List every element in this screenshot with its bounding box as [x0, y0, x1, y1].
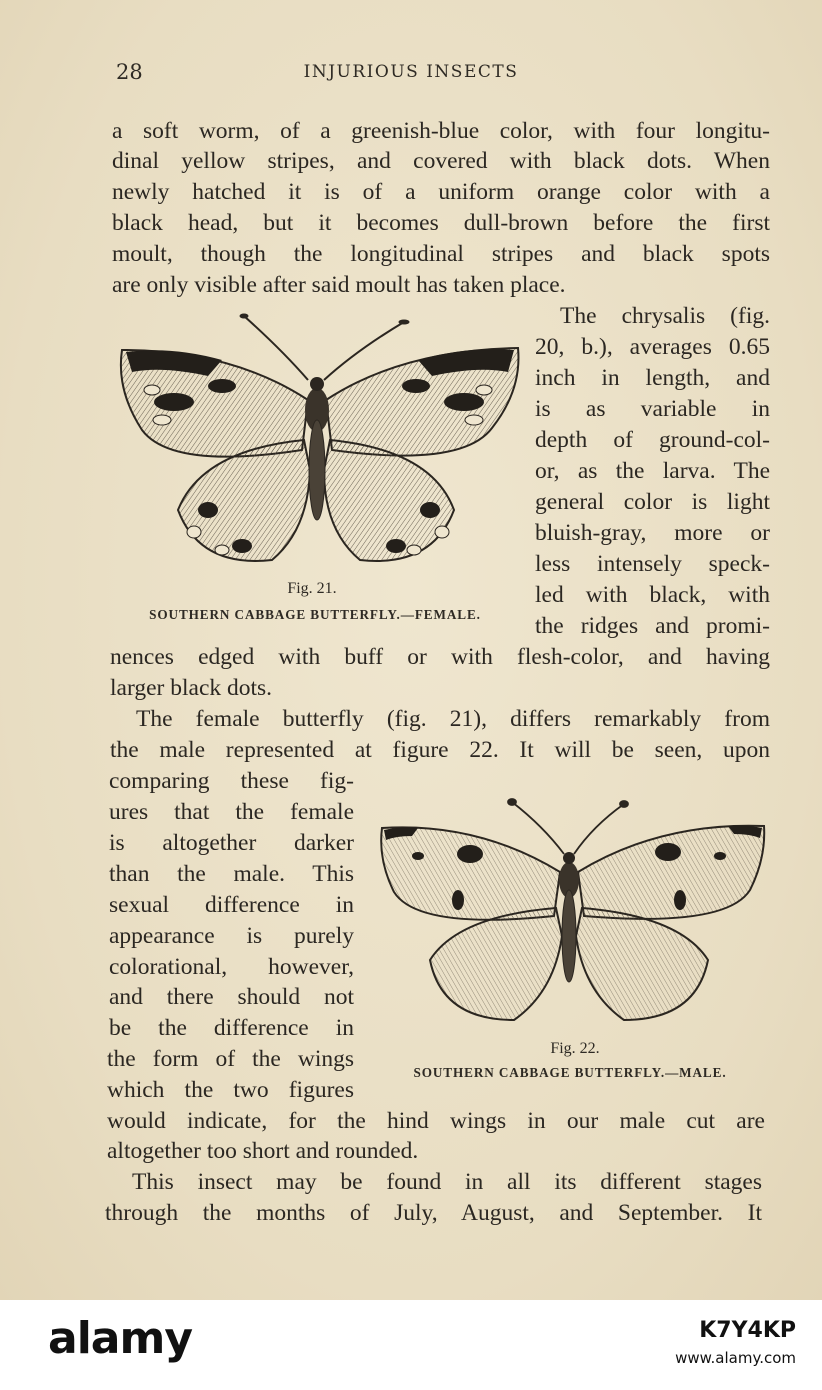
running-title: INJURIOUS INSECTS	[303, 62, 519, 82]
text-line: comparing these fig-	[109, 768, 354, 794]
text-line: inch in length, and	[535, 365, 770, 391]
text-line: through the months of July, August, and September. It	[105, 1200, 762, 1226]
image-code: K7Y4KP	[699, 1318, 796, 1343]
text-line: The female butterfly (fig. 21), differs remarkably from	[136, 706, 770, 732]
text-line: depth of ground-col-	[535, 427, 770, 453]
text-line: The chrysalis (fig.	[560, 303, 770, 329]
figure-21-female-butterfly-illustration	[112, 310, 524, 578]
text-line: general color is light	[535, 489, 770, 515]
text-line: moult, though the longitudinal stripes and black spots	[112, 241, 770, 267]
page-number: 28	[116, 60, 143, 84]
alamy-logo: alamy	[48, 1313, 192, 1364]
text-line: bluish-gray, more or	[535, 520, 770, 546]
figure-22-male-butterfly-illustration	[378, 796, 768, 1032]
text-line: than the male. This	[109, 861, 354, 887]
figure-21-number: Fig. 21.	[287, 580, 337, 597]
text-line: a soft worm, of a greenish-blue color, with four longitu-	[112, 118, 770, 144]
text-line: larger black dots.	[110, 675, 273, 701]
text-line: 20, b.), averages 0.65	[535, 334, 770, 360]
text-line: newly hatched it is of a uniform orange color with a	[112, 179, 770, 205]
text-line: the form of the wings	[107, 1046, 354, 1072]
text-line: nences edged with buff or with flesh-color, and having	[110, 644, 770, 670]
figure-22-number: Fig. 22.	[550, 1040, 600, 1057]
text-line: less intensely speck-	[535, 551, 770, 577]
text-line: colorational, however,	[109, 954, 354, 980]
text-line: black head, but it becomes dull-brown before the first	[112, 210, 770, 236]
figure-21-caption: SOUTHERN CABBAGE BUTTERFLY.—FEMALE.	[149, 607, 481, 622]
text-line: appearance is purely	[109, 923, 354, 949]
watermark-url: www.alamy.com	[675, 1349, 796, 1367]
text-line: would indicate, for the hind wings in our male cut are	[107, 1108, 765, 1134]
text-line: the male represented at figure 22. It will be seen, upon	[110, 737, 770, 763]
text-line: This insect may be found in all its different stages	[132, 1169, 762, 1195]
text-line: be the difference in	[109, 1015, 354, 1041]
text-line: are only visible after said moult has taken place.	[112, 272, 566, 298]
text-line: and there should not	[109, 984, 354, 1010]
text-line: is as variable in	[535, 396, 770, 422]
text-line: is altogether darker	[109, 830, 354, 856]
running-header	[0, 58, 822, 88]
text-line: the ridges and promi-	[535, 613, 770, 639]
text-line: which the two figures	[107, 1077, 354, 1103]
text-line: dinal yellow stripes, and covered with black dots. When	[112, 148, 770, 174]
text-line: ures that the female	[109, 799, 354, 825]
text-line: led with black, with	[535, 582, 770, 608]
figure-22-caption: SOUTHERN CABBAGE BUTTERFLY.—MALE.	[413, 1065, 727, 1080]
text-line: or, as the larva. The	[535, 458, 770, 484]
text-line: sexual difference in	[109, 892, 354, 918]
text-line: altogether too short and rounded.	[107, 1138, 419, 1164]
